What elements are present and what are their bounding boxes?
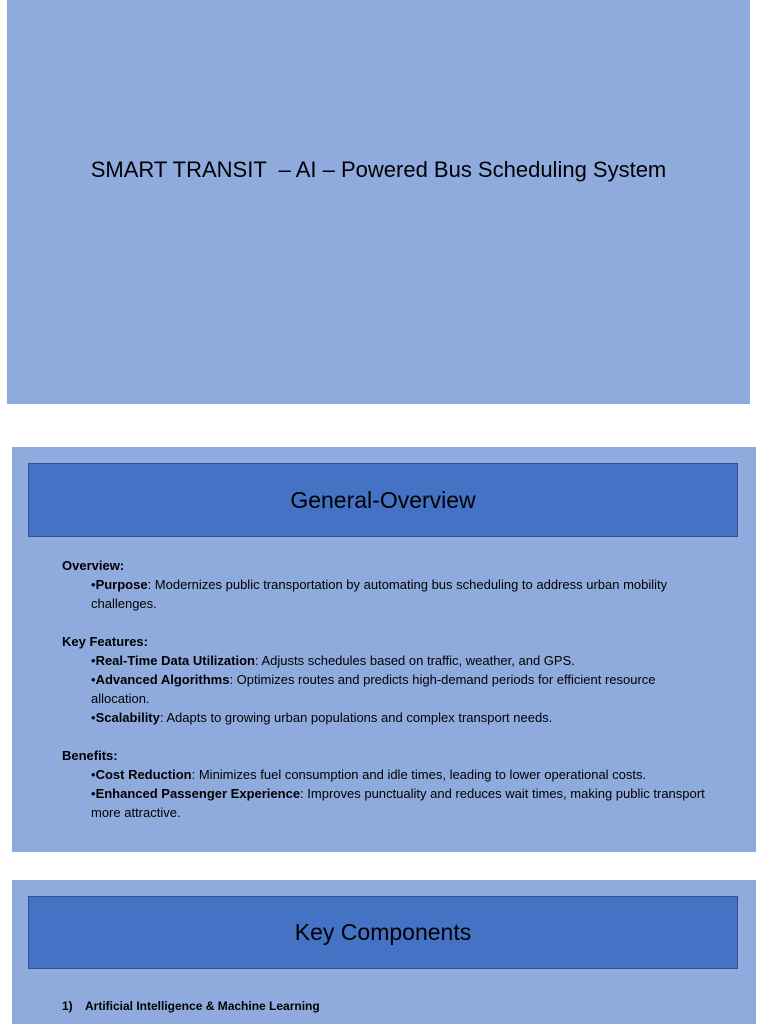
bullet-glyph: • — [91, 577, 96, 592]
bullet-glyph: • — [91, 710, 96, 725]
bullet-text: : Modernizes public transportation by automating bus scheduling to address urban mobility challenges. — [91, 577, 668, 611]
section-label: Key Features: — [62, 634, 148, 649]
overview-slide — [12, 447, 756, 852]
bullet-glyph: • — [91, 672, 96, 687]
bullet-glyph: • — [91, 767, 96, 782]
bullet-term: Enhanced Passenger Experience — [95, 786, 301, 801]
presentation-title: SMART TRANSIT – AI – Powered Bus Scheduling System — [90, 157, 667, 182]
bullet-item — [62, 651, 716, 670]
item-text: Artificial Intelligence & Machine Learning — [85, 999, 320, 1013]
bullet-term: Purpose — [95, 577, 148, 592]
section-label: Overview: — [62, 558, 125, 573]
numbered-item — [62, 997, 716, 1016]
bullet-glyph: • — [91, 653, 96, 668]
components-body — [62, 997, 716, 1016]
bullet-item — [62, 765, 716, 784]
overview-heading: General-Overview — [290, 486, 476, 513]
components-heading: Key Components — [294, 919, 472, 945]
bullet-item — [62, 708, 716, 727]
bullet-item — [62, 784, 716, 822]
title-slide — [7, 0, 750, 404]
key-features-section — [62, 632, 716, 727]
bullet-term: Advanced Algorithms — [95, 672, 230, 687]
components-header-band — [28, 896, 738, 969]
bullet-glyph: • — [91, 786, 96, 801]
bullet-term: Cost Reduction — [95, 767, 192, 782]
benefits-section — [62, 746, 716, 822]
key-components-slide — [12, 880, 756, 1024]
overview-header-band — [28, 463, 738, 537]
bullet-term: Real-Time Data Utilization — [95, 653, 255, 668]
overview-section — [62, 556, 716, 613]
bullet-term: Scalability — [95, 710, 160, 725]
overview-body — [62, 556, 716, 822]
bullet-text: : Adjusts schedules based on traffic, weather, and GPS. — [254, 653, 575, 668]
bullet-text: : Improves punctuality and reduces wait times, making public transport more attractive. — [91, 786, 705, 820]
bullet-item — [62, 670, 716, 708]
section-label: Benefits: — [62, 748, 118, 763]
bullet-item — [62, 575, 716, 613]
bullet-text: : Minimizes fuel consumption and idle times, leading to lower operational costs. — [191, 767, 647, 782]
bullet-text: : Adapts to growing urban populations and complex transport needs. — [159, 710, 553, 725]
item-number: 1) — [62, 999, 73, 1013]
bullet-text: : Optimizes routes and predicts high-demand periods for efficient resource allocation. — [91, 672, 656, 706]
